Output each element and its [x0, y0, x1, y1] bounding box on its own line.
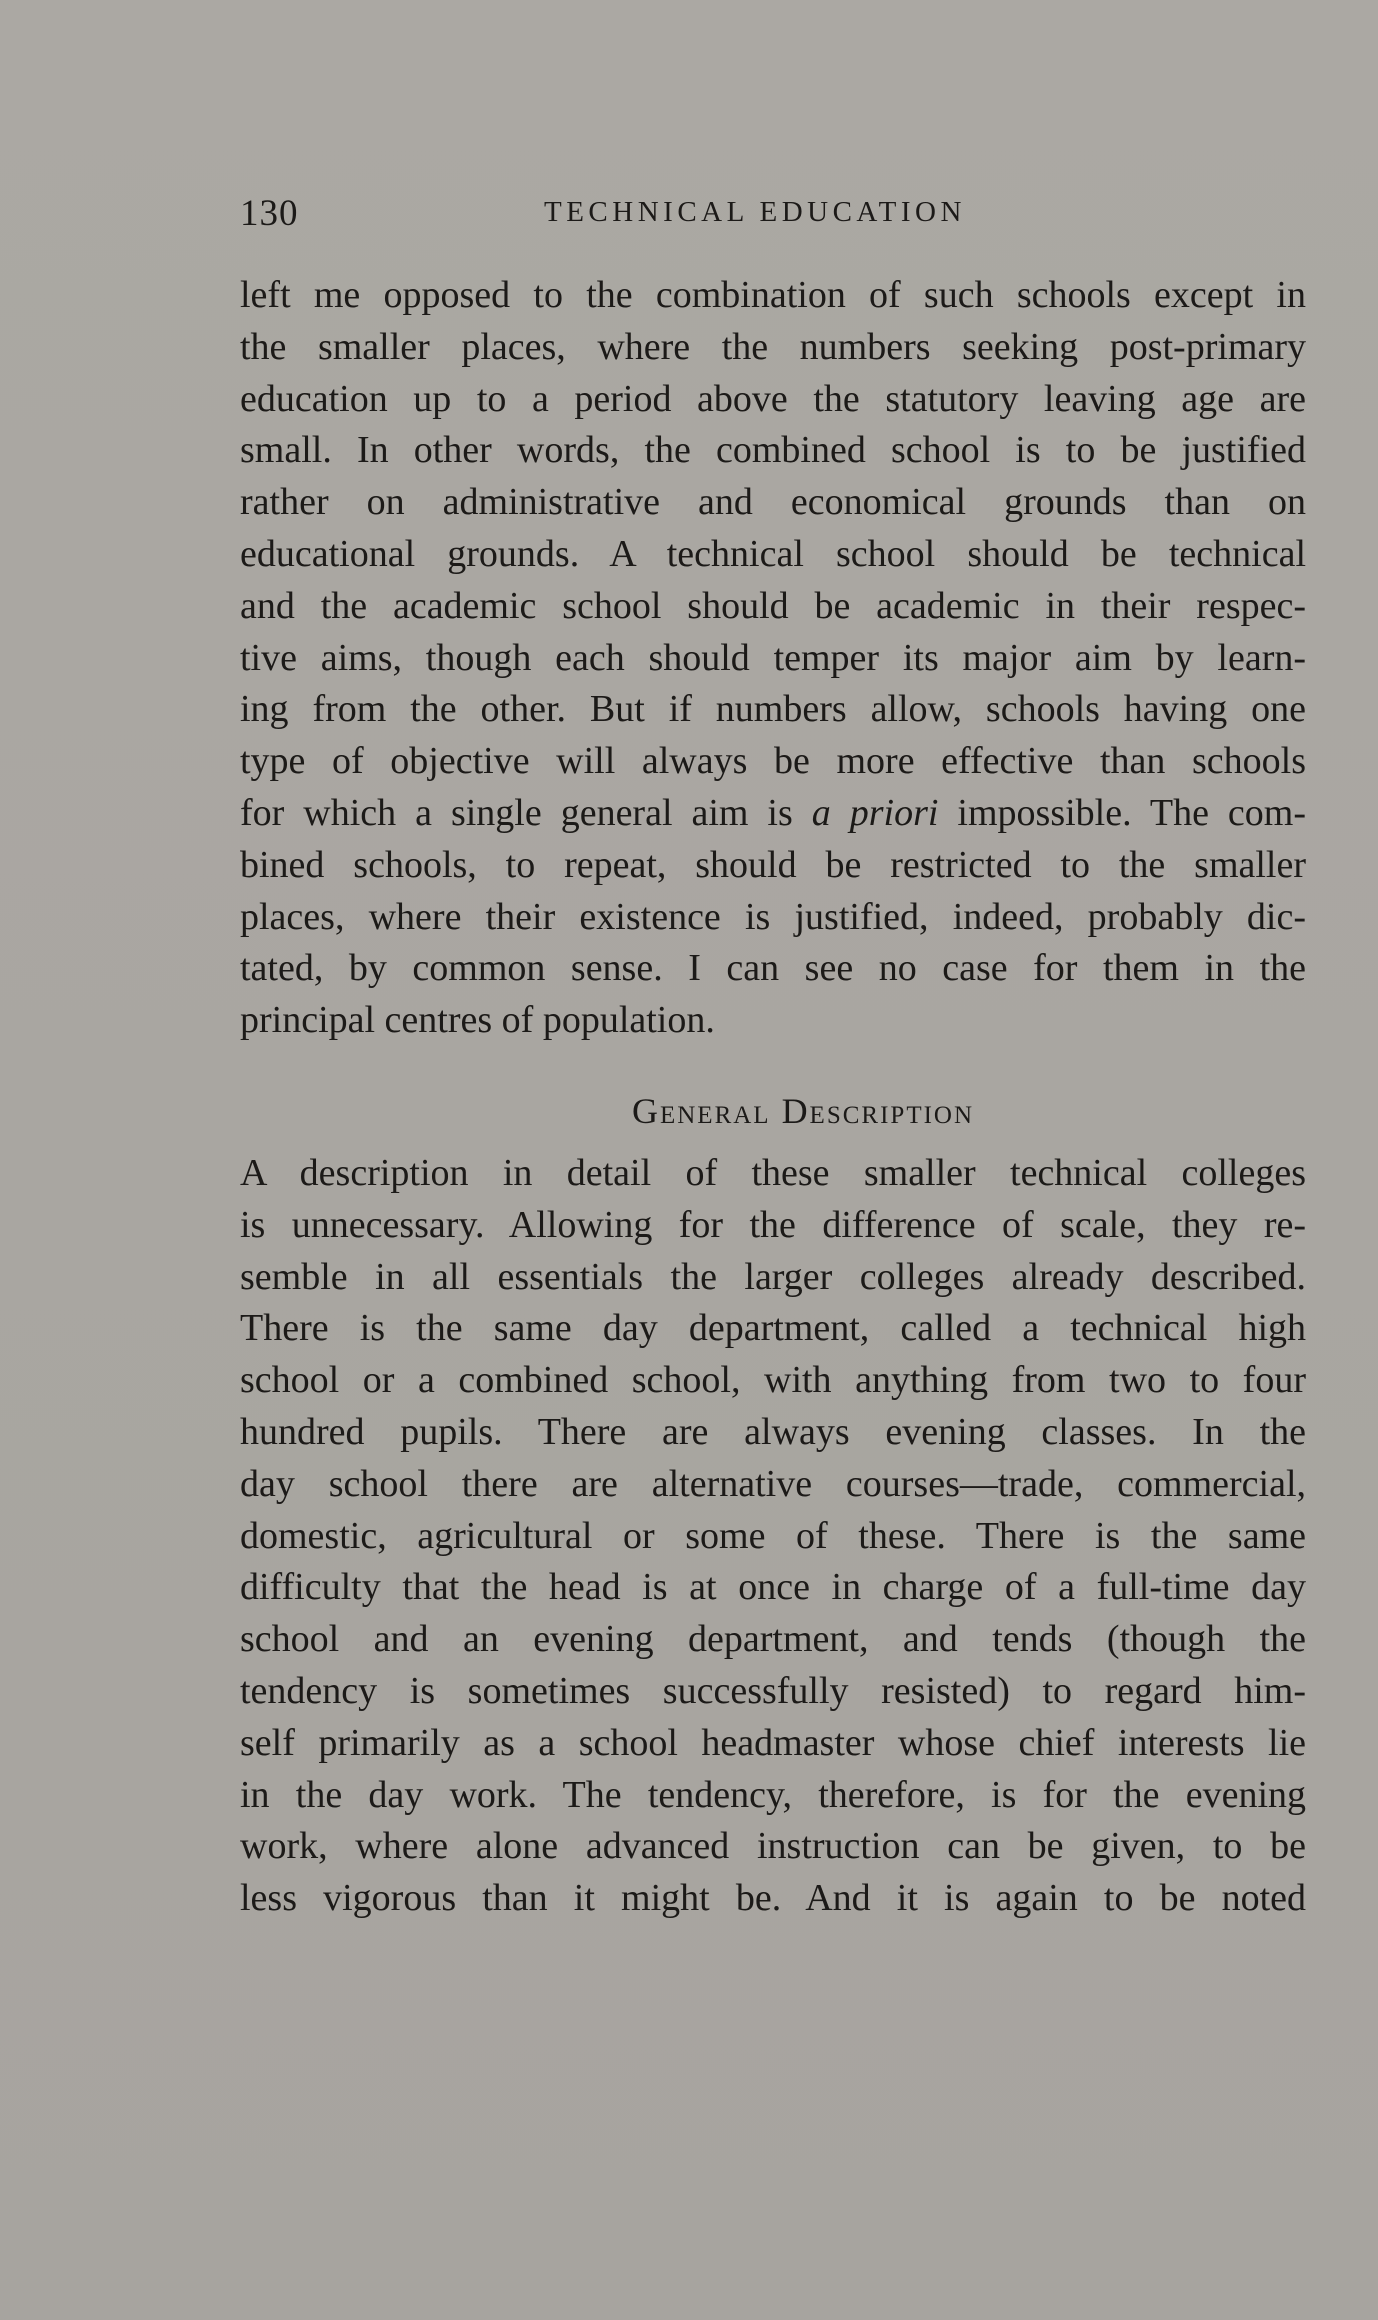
text-line: ing from the other. But if numbers allow, schools having one — [240, 688, 1306, 731]
text-line: tated, by common sense. I can see no case for them in the — [240, 947, 1306, 990]
text-line: educational grounds. A technical school should be technical — [240, 532, 1306, 575]
text-line: semble in all essentials the larger colleges already described. — [240, 1255, 1306, 1298]
text-line: rather on administrative and economical grounds than on — [240, 481, 1306, 524]
text-line: hundred pupils. There are always evening classes. In the — [240, 1410, 1306, 1453]
text-line: less vigorous than it might be. And it is again to be noted — [240, 1877, 1306, 1920]
text-line: There is the same day department, called a technical high — [240, 1307, 1306, 1350]
section-heading-text: General Description — [631, 1091, 975, 1131]
paragraph-2 — [240, 1148, 1306, 1925]
text-line: in the day work. The tendency, therefore, is for the evening — [240, 1773, 1306, 1816]
text-line: domestic, agricultural or some of these. There is the same — [240, 1514, 1306, 1557]
text-line: the smaller places, where the numbers seeking post-primary — [240, 325, 1306, 368]
text-line: small. In other words, the combined school is to be justified — [240, 429, 1306, 472]
text-line: type of objective will always be more effective than schools — [240, 740, 1306, 783]
text-line: is unnecessary. Allowing for the difference of scale, they re- — [240, 1203, 1306, 1246]
text-line: difficulty that the head is at once in charge of a full-time day — [240, 1566, 1306, 1609]
text-line-with-italic — [240, 788, 1306, 840]
text-line: day school there are alternative courses—trade, commercial, — [240, 1462, 1306, 1505]
text-line: school and an evening department, and tends (though the — [240, 1618, 1306, 1661]
text-line: places, where their existence is justified, indeed, probably dic- — [240, 895, 1306, 938]
text-segment: for which a single general aim is — [240, 791, 793, 834]
text-line: work, where alone advanced instruction can be given, to be — [240, 1825, 1306, 1868]
text-line: school or a combined school, with anything from two to four — [240, 1359, 1306, 1402]
page-number: 130 — [240, 193, 299, 234]
section-heading — [240, 1090, 1306, 1132]
text-line: self primarily as a school headmaster whose chief interests lie — [240, 1721, 1306, 1764]
text-line: A description in detail of these smaller technical colleges — [240, 1152, 1306, 1194]
text-line: left me opposed to the combination of such schools except in — [240, 274, 1306, 316]
running-head — [240, 192, 1306, 240]
text-line: principal centres of population. — [240, 999, 715, 1042]
text-line: education up to a period above the statutory leaving age are — [240, 377, 1306, 420]
text-line: tendency is sometimes successfully resisted) to regard him- — [240, 1669, 1306, 1712]
text-line: and the academic school should be academic in their respec- — [240, 584, 1306, 627]
text-segment: impossible. The com- — [957, 791, 1307, 834]
paragraph-1 — [240, 270, 1306, 1047]
text-line: bined schools, to repeat, should be restricted to the smaller — [240, 843, 1306, 886]
text-line: tive aims, though each should temper its major aim by learn- — [240, 636, 1306, 679]
running-title: TECHNICAL EDUCATION — [544, 196, 966, 228]
italic-phrase: a priori — [811, 791, 939, 834]
